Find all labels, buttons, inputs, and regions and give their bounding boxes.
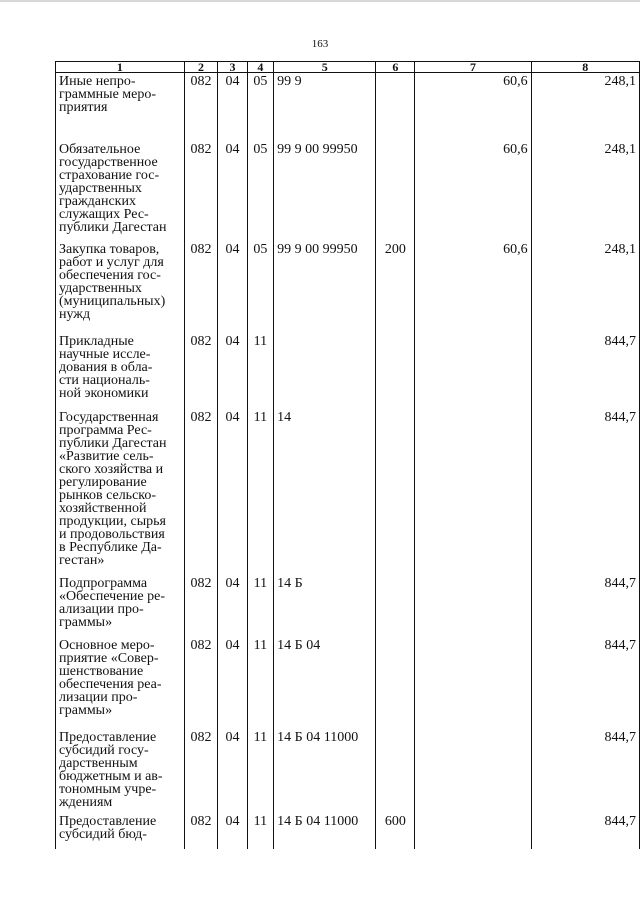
row-amount-col7 xyxy=(415,637,531,729)
row-section-code: 04 xyxy=(218,73,247,141)
row-name: Предоставление субсидий бюд- xyxy=(56,813,185,849)
col-header-1: 1 xyxy=(56,62,185,73)
col-header-7: 7 xyxy=(415,62,531,73)
row-name: Закупка товаров, работ и услуг для обеспечения гос- ударственных (муниципальных) нужд xyxy=(56,241,185,333)
row-target-article: 99 9 xyxy=(274,73,376,141)
col-header-2: 2 xyxy=(184,62,218,73)
row-section-code: 04 xyxy=(218,637,247,729)
row-ved-code: 082 xyxy=(184,141,218,241)
row-expense-type xyxy=(376,333,415,409)
row-expense-type: 600 xyxy=(376,813,415,849)
row-amount-col7 xyxy=(415,409,531,575)
row-amount-col7 xyxy=(415,333,531,409)
row-expense-type xyxy=(376,73,415,141)
row-amount-col7: 60,6 xyxy=(415,241,531,333)
row-name: Государственная программа Рес- публики Дагестан «Развитие сель- ского хозяйства и регулирование рынков сельско- хозяйственной продукции, сырья и продовольствия в Республике Да- гестан» xyxy=(56,409,185,575)
row-section-code: 04 xyxy=(218,141,247,241)
top-scan-edge xyxy=(0,0,640,2)
row-target-article: 14 Б xyxy=(274,575,376,637)
row-subsection-code: 11 xyxy=(247,813,274,849)
row-subsection-code: 11 xyxy=(247,637,274,729)
row-amount-col8: 844,7 xyxy=(531,637,639,729)
row-name: Иные непро- граммные меро- приятия xyxy=(56,73,185,141)
header-row xyxy=(56,62,640,73)
row-amount-col7: 60,6 xyxy=(415,141,531,241)
row-subsection-code: 11 xyxy=(247,409,274,575)
row-section-code: 04 xyxy=(218,409,247,575)
col-header-5: 5 xyxy=(274,62,376,73)
row-section-code: 04 xyxy=(218,729,247,813)
row-expense-type xyxy=(376,409,415,575)
row-expense-type xyxy=(376,637,415,729)
row-ved-code: 082 xyxy=(184,241,218,333)
row-name: Обязательное государственное страхование гос- ударственных гражданских служащих Рес- публики Дагестан xyxy=(56,141,185,241)
col-header-6: 6 xyxy=(376,62,415,73)
row-amount-col8: 844,7 xyxy=(531,729,639,813)
row-section-code: 04 xyxy=(218,241,247,333)
row-ved-code: 082 xyxy=(184,575,218,637)
row-subsection-code: 05 xyxy=(247,73,274,141)
row-section-code: 04 xyxy=(218,333,247,409)
table-row xyxy=(56,575,640,637)
table-row xyxy=(56,141,640,241)
row-expense-type xyxy=(376,729,415,813)
row-ved-code: 082 xyxy=(184,637,218,729)
row-amount-col7 xyxy=(415,575,531,637)
row-subsection-code: 11 xyxy=(247,333,274,409)
table-row xyxy=(56,729,640,813)
row-amount-col8: 248,1 xyxy=(531,141,639,241)
row-amount-col7 xyxy=(415,813,531,849)
table-row xyxy=(56,637,640,729)
table-row xyxy=(56,409,640,575)
row-target-article xyxy=(274,333,376,409)
row-amount-col8: 844,7 xyxy=(531,575,639,637)
page-number: 163 xyxy=(311,38,329,50)
row-target-article: 14 xyxy=(274,409,376,575)
row-amount-col7 xyxy=(415,729,531,813)
row-amount-col8: 844,7 xyxy=(531,333,639,409)
row-target-article: 14 Б 04 11000 xyxy=(274,729,376,813)
table-body xyxy=(56,73,640,849)
row-ved-code: 082 xyxy=(184,333,218,409)
table-row xyxy=(56,73,640,141)
col-header-4: 4 xyxy=(247,62,274,73)
row-name: Подпрограмма «Обеспечение ре- ализации про- граммы» xyxy=(56,575,185,637)
row-amount-col7: 60,6 xyxy=(415,73,531,141)
row-target-article: 99 9 00 99950 xyxy=(274,241,376,333)
row-amount-col8: 248,1 xyxy=(531,241,639,333)
row-target-article: 14 Б 04 11000 xyxy=(274,813,376,849)
budget-table xyxy=(55,61,640,849)
col-header-3: 3 xyxy=(218,62,247,73)
row-ved-code: 082 xyxy=(184,813,218,849)
row-amount-col8: 248,1 xyxy=(531,73,639,141)
row-section-code: 04 xyxy=(218,813,247,849)
row-subsection-code: 05 xyxy=(247,241,274,333)
row-name: Предоставление субсидий госу- дарственным бюджетным и ав- тономным учре- ждениям xyxy=(56,729,185,813)
row-amount-col8: 844,7 xyxy=(531,409,639,575)
row-target-article: 14 Б 04 xyxy=(274,637,376,729)
row-expense-type: 200 xyxy=(376,241,415,333)
row-expense-type xyxy=(376,575,415,637)
table-row xyxy=(56,241,640,333)
row-subsection-code: 11 xyxy=(247,729,274,813)
table-row xyxy=(56,333,640,409)
row-ved-code: 082 xyxy=(184,729,218,813)
table-row xyxy=(56,813,640,849)
row-target-article: 99 9 00 99950 xyxy=(274,141,376,241)
row-ved-code: 082 xyxy=(184,73,218,141)
col-header-8: 8 xyxy=(531,62,639,73)
row-ved-code: 082 xyxy=(184,409,218,575)
row-section-code: 04 xyxy=(218,575,247,637)
row-amount-col8: 844,7 xyxy=(531,813,639,849)
row-expense-type xyxy=(376,141,415,241)
row-subsection-code: 05 xyxy=(247,141,274,241)
row-name: Основное меро- приятие «Совер- шенствование обеспечения реа- лизации про- граммы» xyxy=(56,637,185,729)
row-subsection-code: 11 xyxy=(247,575,274,637)
row-name: Прикладные научные иссле- дования в обла- сти националь- ной экономики xyxy=(56,333,185,409)
